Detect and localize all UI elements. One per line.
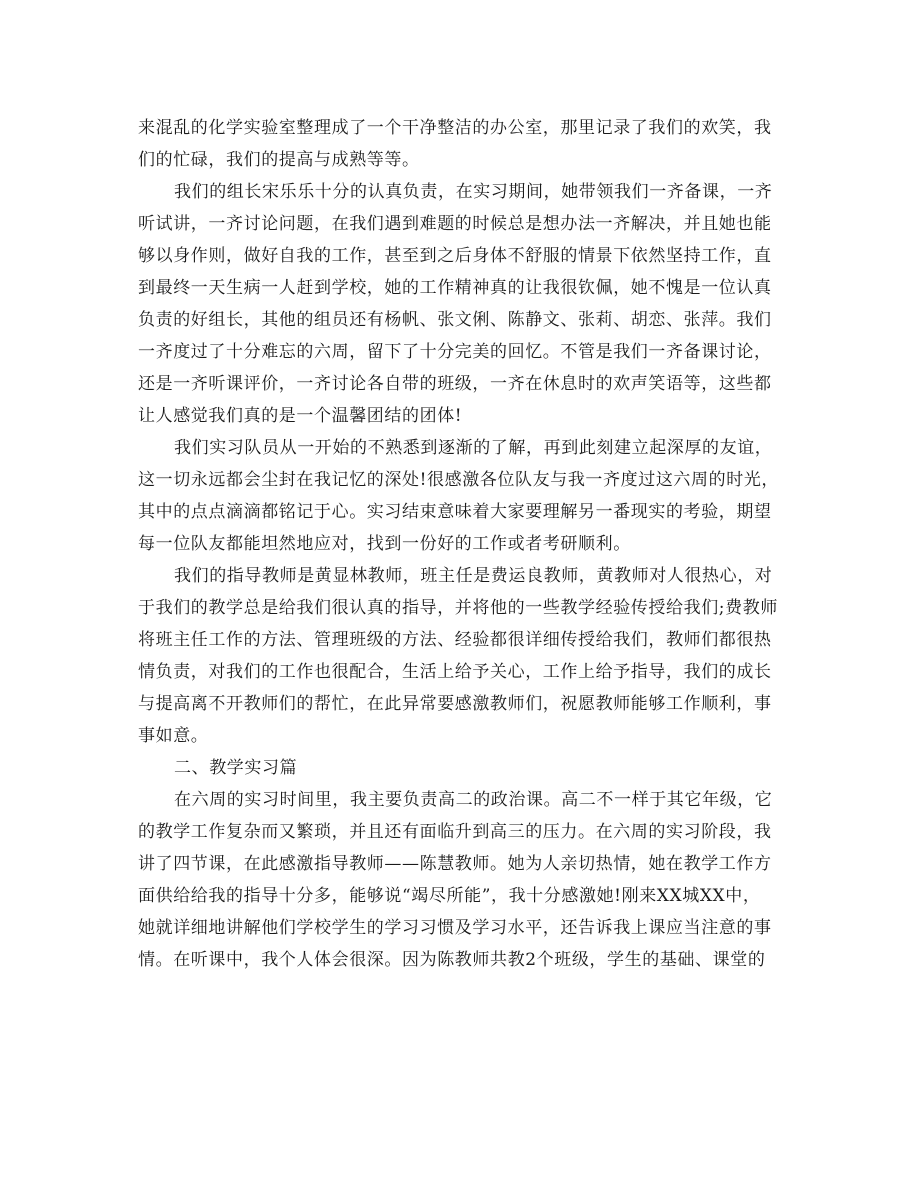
paragraph xyxy=(138,112,788,176)
text-line: 让人感觉我们真的是一个温馨团结的团体! xyxy=(138,406,463,426)
text-line: 一齐度过了十分难忘的六周，留下了十分完美的回忆。不管是我们一齐备课讨论， xyxy=(138,342,772,362)
text-line: 到最终一天生病一人赶到学校，她的工作精神真的让我很钦佩，她不愧是一位认真 xyxy=(138,278,772,298)
text-line: 与提高离不开教师们的帮忙，在此异常要感激教师们，祝愿教师能够工作顺利，事 xyxy=(138,694,772,714)
text-line: 还是一齐听课评价，一齐讨论各自带的班级，一齐在休息时的欢声笑语等，这些都 xyxy=(138,374,772,394)
text-line: 的教学工作复杂而又繁琐，并且还有面临升到高三的压力。在六周的实习阶段，我 xyxy=(138,822,772,842)
text-line: 将班主任工作的方法、管理班级的方法、经验都很详细传授给我们，教师们都很热 xyxy=(138,630,772,650)
text-line: 情负责，对我们的工作也很配合，生活上给予关心，工作上给予指导，我们的成长 xyxy=(138,662,772,682)
paragraph xyxy=(138,560,788,752)
text-line: 我们的组长宋乐乐十分的认真负责，在实习期间，她带领我们一齐备课，一齐 xyxy=(174,182,773,202)
text-line: 我们实习队员从一开始的不熟悉到逐渐的了解，再到此刻建立起深厚的友谊， xyxy=(174,438,773,458)
text-line: 面供给给我的指导十分多，能够说“竭尽所能”，我十分感激她!刚来XX城XX中， xyxy=(138,886,761,906)
text-line: 她就详细地讲解他们学校学生的学习习惯及学习水平，还告诉我上课应当注意的事 xyxy=(138,918,772,938)
text-line: 负责的好组长，其他的组员还有杨帆、张文俐、陈静文、张莉、胡恋、张萍。我们 xyxy=(138,310,772,330)
section-heading: 二、教学实习篇 xyxy=(174,758,298,778)
text-line: 听试讲，一齐讨论问题，在我们遇到难题的时候总是想办法一齐解决，并且她也能 xyxy=(138,214,772,234)
text-line: 情。在听课中，我个人体会很深。因为陈教师共教2个班级，学生的基础、课堂的 xyxy=(138,950,766,970)
paragraph xyxy=(138,784,788,976)
text-line: 其中的点点滴滴都铭记于心。实习结束意味着大家要理解另一番现实的考验，期望 xyxy=(138,502,772,522)
document-body xyxy=(138,112,788,976)
text-line: 事如意。 xyxy=(138,726,209,746)
text-line: 在六周的实习时间里，我主要负责高二的政治课。高二不一样于其它年级，它 xyxy=(174,790,773,810)
text-line: 来混乱的化学实验室整理成了一个干净整洁的办公室，那里记录了我们的欢笑，我 xyxy=(138,118,772,138)
paragraph xyxy=(138,432,788,560)
text-line: 我们的指导教师是黄显林教师，班主任是费运良教师，黄教师对人很热心，对 xyxy=(174,566,773,586)
text-line: 每一位队友都能坦然地应对，找到一份好的工作或者考研顺利。 xyxy=(138,534,631,554)
text-line: 够以身作则，做好自我的工作，甚至到之后身体不舒服的情景下依然坚持工作，直 xyxy=(138,246,772,266)
text-line: 们的忙碌，我们的提高与成熟等等。 xyxy=(138,150,420,170)
text-line: 讲了四节课，在此感激指导教师——陈慧教师。她为人亲切热情，她在教学工作方 xyxy=(138,854,772,874)
text-line: 于我们的教学总是给我们很认真的指导，并将他的一些教学经验传授给我们;费教师 xyxy=(138,598,778,618)
paragraph xyxy=(138,176,788,432)
text-line: 这一切永远都会尘封在我记忆的深处!很感激各位队友与我一齐度过这六周的时光， xyxy=(138,470,780,490)
